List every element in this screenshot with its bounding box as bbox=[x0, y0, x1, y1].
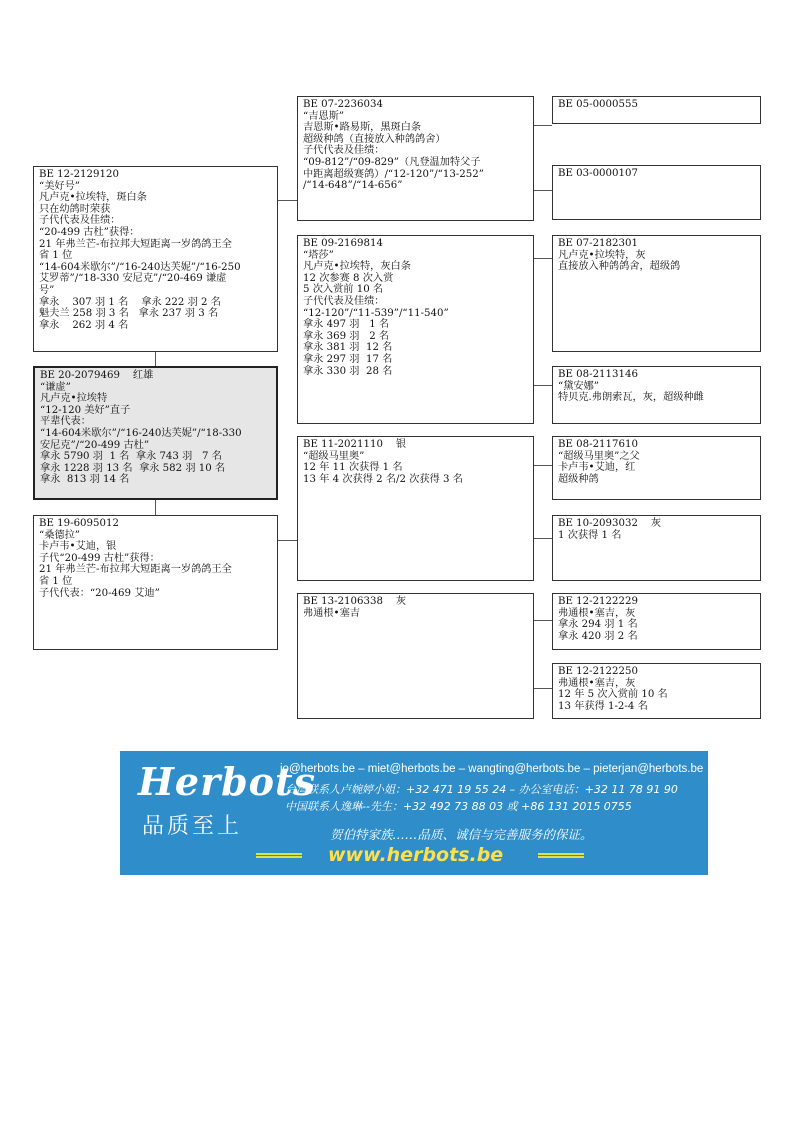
pedigree-line: 凡卢克•拉埃特，斑白条 bbox=[39, 192, 147, 204]
pedigree-line: 拿永 381 羽 12 名 bbox=[303, 342, 393, 354]
pedigree-line: 12 年 11 次获得 1 名 bbox=[303, 462, 403, 474]
pedigree-line: 13 年 4 次获得 2 名/2 次获得 3 名 bbox=[303, 473, 463, 485]
connector bbox=[533, 538, 552, 539]
pedigree-line: BE 07-2182301 bbox=[558, 238, 638, 249]
pedigree-line: 拿永 5790 羽 1 名 拿永 743 羽 7 名 bbox=[40, 451, 222, 463]
slogan: 品质至上 bbox=[142, 814, 243, 839]
pedigree-line: BE 13-2106338 灰 bbox=[303, 596, 407, 607]
pedigree-line: 省 1 位 bbox=[39, 250, 73, 262]
pedigree-line: 超级种鸽 bbox=[558, 473, 599, 485]
pedigree-line: BE 10-2093032 灰 bbox=[558, 518, 662, 529]
connector bbox=[533, 125, 552, 126]
dam-sire-box bbox=[297, 436, 534, 581]
pedigree-line: 子代代表：“20-469 艾迪” bbox=[39, 587, 160, 599]
pedigree-line: 13 年获得 1-2-4 名 bbox=[558, 700, 648, 712]
pedigree-line: 弗通根•塞吉，灰 bbox=[558, 607, 636, 619]
pedigree-line: 拿永 330 羽 28 名 bbox=[303, 365, 393, 377]
ggp-box-6 bbox=[552, 515, 761, 581]
pedigree-line: “吉恩斯” bbox=[303, 110, 344, 122]
dam-dam-box bbox=[297, 593, 534, 719]
decoration-line-left bbox=[256, 853, 302, 858]
pedigree-line: 安尼克”/“20-499 古杜” bbox=[40, 439, 150, 451]
pedigree-line: “20-499 古杜”获得： bbox=[39, 226, 140, 238]
pedigree-line: BE 07-2236034 bbox=[303, 99, 383, 110]
sire-dam-box bbox=[297, 235, 534, 424]
pedigree-line: 凡卢克•拉埃特，灰 bbox=[558, 249, 646, 261]
connector bbox=[533, 465, 552, 466]
pedigree-line: “14-604米歇尔”/“16-240达芙妮”/“16-250 bbox=[39, 261, 241, 273]
pedigree-line: 拿永 420 羽 2 名 bbox=[558, 630, 638, 642]
pedigree-line: 拿永 369 羽 2 名 bbox=[303, 330, 390, 342]
subject-box bbox=[33, 366, 278, 500]
pedigree-line: 拿永 307 羽 1 名 拿永 222 羽 2 名 bbox=[39, 296, 221, 308]
pedigree-line: 12 次参赛 8 次入赏 bbox=[303, 272, 394, 284]
pedigree-line: 21 年弗兰芒-布拉邦大短距离一岁鸽鸽王全 bbox=[39, 238, 232, 250]
pedigree-line: “超级马里奥” bbox=[303, 450, 365, 462]
pedigree-line: 拿永 294 羽 1 名 bbox=[558, 619, 638, 631]
pedigree-line: 12 年 5 次入赏前 10 名 bbox=[558, 689, 668, 701]
pedigree-line: 只在幼鸽时荣获 bbox=[39, 203, 111, 215]
pedigree-line: “超级马里奥”之父 bbox=[558, 450, 640, 462]
pedigree-line: 魁夫兰 258 羽 3 名 拿永 237 羽 3 名 bbox=[39, 308, 219, 320]
pedigree-line: “塔莎” bbox=[303, 249, 334, 261]
decoration-line-right bbox=[538, 853, 584, 858]
pedigree-line: BE 12-2122229 bbox=[558, 596, 638, 607]
pedigree-line: BE 20-2079469 红雄 bbox=[40, 370, 154, 381]
sire-box bbox=[33, 166, 278, 352]
pedigree-line: 特贝克.弗朗索瓦，灰，超级种雌 bbox=[558, 392, 704, 404]
dam-box bbox=[33, 515, 278, 650]
pedigree-line: BE 09-2169814 bbox=[303, 238, 383, 249]
pedigree-line: “14-604米歇尔”/“16-240达芙妮”/“18-330 bbox=[40, 427, 242, 439]
pedigree-line: 1 次获得 1 名 bbox=[558, 529, 622, 541]
pedigree-line: 中距离超级赛鸽）/“12-120”/“13-252” bbox=[303, 168, 484, 180]
pedigree-line: “美好号” bbox=[39, 180, 80, 192]
connector bbox=[155, 500, 156, 515]
connector bbox=[533, 258, 552, 259]
pedigree-line: BE 12-2122250 bbox=[558, 666, 638, 677]
pedigree-line: 号” bbox=[39, 284, 55, 296]
pedigree-line: 超级种鸽（直接放入种鸽鸽舍） bbox=[303, 133, 446, 145]
motto: 贺伯特家族……品质、诚信与完善服务的保证。 bbox=[330, 827, 593, 842]
sire-sire-box bbox=[297, 96, 534, 221]
pedigree-line: BE 05-0000555 bbox=[558, 99, 638, 110]
ggp-box-2 bbox=[552, 165, 761, 220]
pedigree-line: 吉恩斯•路易斯，黑斑白条 bbox=[303, 122, 422, 134]
pedigree-line: “谦虚” bbox=[40, 381, 71, 393]
connector bbox=[155, 352, 156, 366]
pedigree-line: BE 08-2113146 bbox=[558, 369, 638, 380]
connector bbox=[533, 688, 552, 689]
pedigree-line: 子代“20-499 古杜”获得： bbox=[39, 552, 160, 564]
pedigree-line: 子代代表及佳绩： bbox=[303, 145, 385, 157]
ggp-box-4 bbox=[552, 366, 761, 424]
pedigree-line: 子代代表及佳绩： bbox=[303, 295, 385, 307]
pedigree-line: 弗通根•塞吉 bbox=[303, 607, 360, 619]
pedigree-line: 拿永 262 羽 4 名 bbox=[39, 319, 129, 331]
ggp-box-1 bbox=[552, 96, 761, 124]
pedigree-line: 平辈代表： bbox=[40, 416, 91, 428]
ggp-box-8 bbox=[552, 663, 761, 719]
pedigree-line: 拿永 1228 羽 13 名 拿永 582 羽 10 名 bbox=[40, 462, 226, 474]
pedigree-line: 凡卢克•拉埃特，灰白条 bbox=[303, 261, 411, 273]
pedigree-line: “桑德拉” bbox=[39, 529, 80, 541]
connector bbox=[533, 190, 552, 191]
pedigree-line: BE 03-0000107 bbox=[558, 168, 638, 179]
pedigree-line: 省 1 位 bbox=[39, 575, 73, 587]
pedigree-line: 21 年弗兰芒-布拉邦大短距离一岁鸽鸽王全 bbox=[39, 564, 232, 576]
pedigree-line: “黛安娜” bbox=[558, 380, 599, 392]
connector bbox=[533, 620, 552, 621]
pedigree-line: “12-120 美好”直子 bbox=[40, 404, 131, 416]
ggp-box-7 bbox=[552, 593, 761, 650]
pedigree-line: 5 次入赏前 10 名 bbox=[303, 284, 384, 296]
ggp-box-5 bbox=[552, 436, 761, 500]
pedigree-line: 凡卢克•拉埃特 bbox=[40, 393, 108, 405]
pedigree-line: 拿永 497 羽 1 名 bbox=[303, 319, 390, 331]
contact-emails: jo@herbots.be – miet@herbots.be – wangting@herbots.be – pieterjan@herbots.be bbox=[280, 763, 704, 775]
pedigree-line: 拿永 297 羽 17 名 bbox=[303, 353, 393, 365]
website-link[interactable]: www.herbots.be bbox=[328, 844, 504, 866]
pedigree-line: /“14-648”/“14-656” bbox=[303, 180, 403, 192]
taiwan-contact: 台湾联系人卢婉婷小姐：+32 471 19 55 24 – 办公室电话：+32 11 78 91 90 bbox=[285, 783, 678, 796]
pedigree-line: 子代代表及佳绩： bbox=[39, 215, 121, 227]
pedigree-line: “09-812”/“09-829”（凡登温加特父子 bbox=[303, 156, 481, 168]
pedigree-line: BE 19-6095012 bbox=[39, 518, 119, 529]
connector bbox=[533, 385, 552, 386]
pedigree-line: BE 12-2129120 bbox=[39, 169, 119, 180]
connector bbox=[278, 540, 297, 541]
herbots-logo: Herbots bbox=[138, 759, 316, 804]
connector bbox=[278, 200, 297, 201]
pedigree-line: 弗通根•塞吉，灰 bbox=[558, 677, 636, 689]
herbots-banner bbox=[120, 751, 708, 875]
pedigree-line: 拿永 813 羽 14 名 bbox=[40, 474, 130, 486]
pedigree-line: 卡卢韦•艾迪，红 bbox=[558, 462, 636, 474]
pedigree-line: BE 08-2117610 bbox=[558, 439, 638, 450]
pedigree-line: BE 11-2021110 银 bbox=[303, 439, 407, 450]
china-contact: 中国联系人逸琳--先生：+32 492 73 88 03 或 +86 131 2015 0755 bbox=[285, 800, 632, 813]
ggp-box-3 bbox=[552, 235, 761, 352]
pedigree-line: 卡卢韦•艾迪，银 bbox=[39, 541, 117, 553]
pedigree-line: 艾罗蒂”/“18-330 安尼克”/“20-469 谦虚 bbox=[39, 273, 227, 285]
pedigree-line: “12-120”/“11-539”/“11-540” bbox=[303, 307, 449, 319]
pedigree-line: 直接放入种鸽鸽舍，超级鸽 bbox=[558, 261, 681, 273]
